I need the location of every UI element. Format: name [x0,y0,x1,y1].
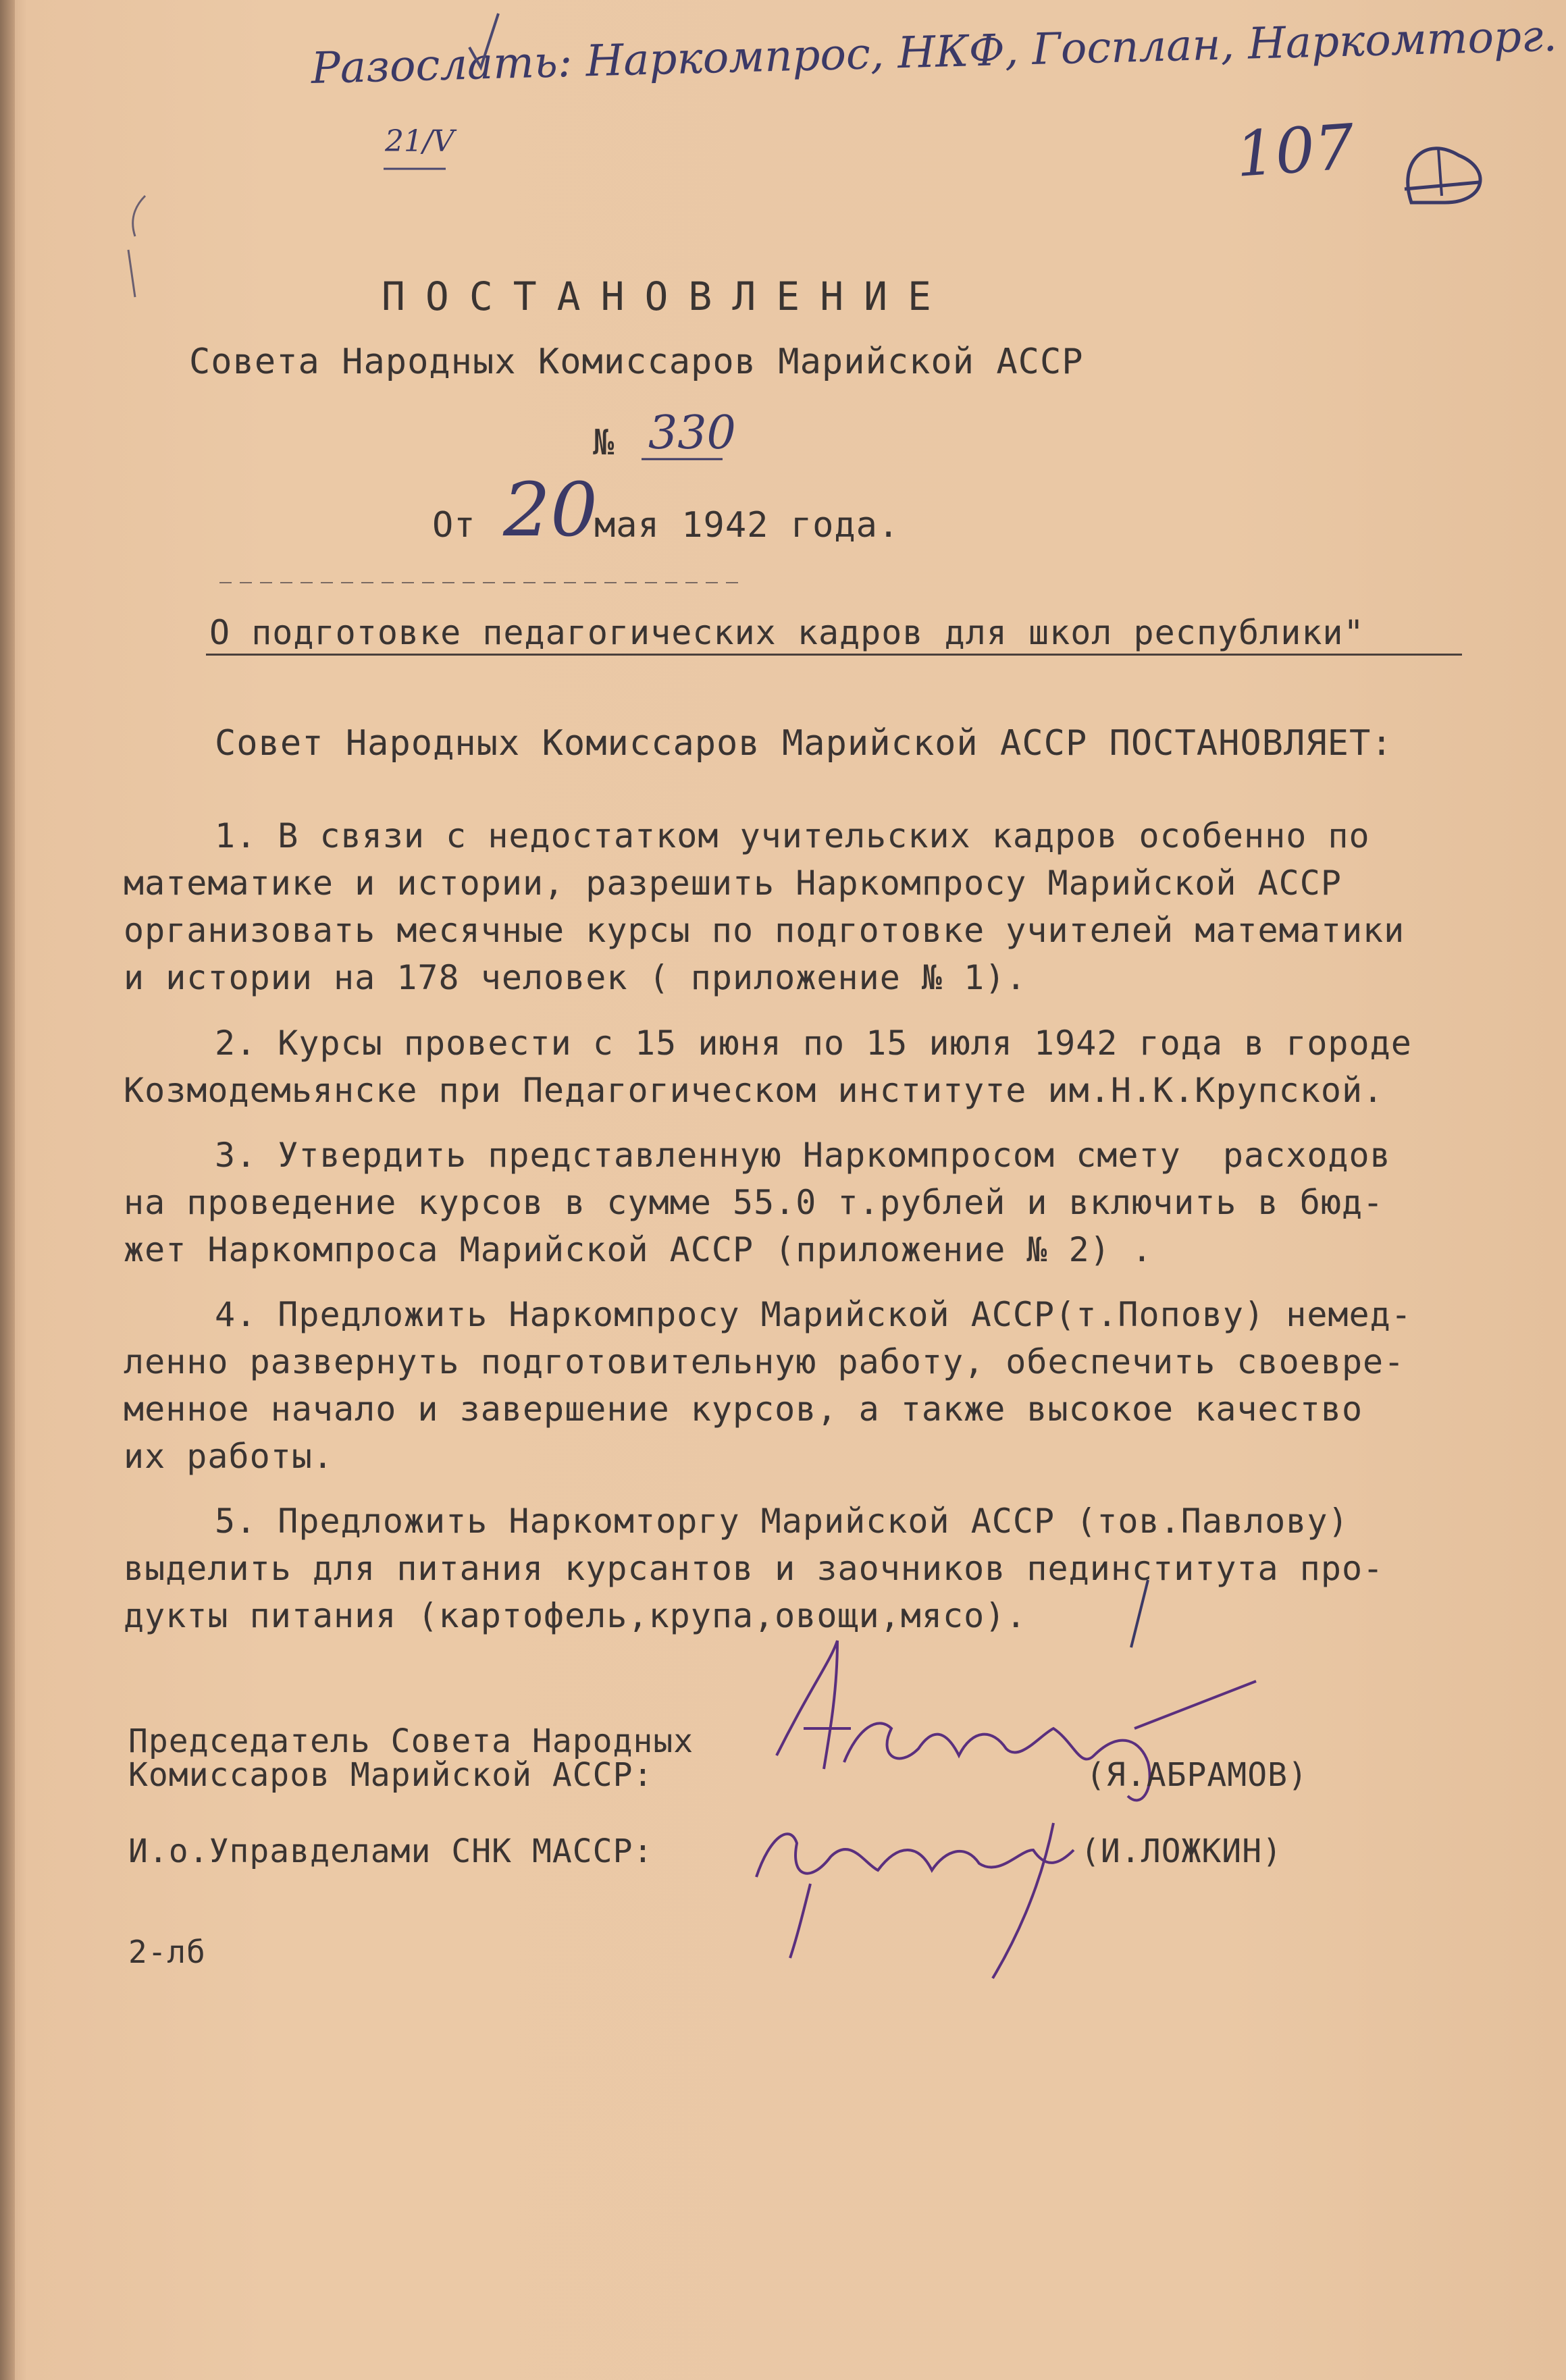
paragraph-2-line-2: Козмодемьянске при Педагогическом институте им.Н.К.Крупской. [124,1071,1384,1110]
paragraph-1-line-2: математике и истории, разрешить Наркомпросу Марийской АССР [124,864,1342,903]
archive-number-note: 107 [1233,111,1357,191]
decree-number: 330 [648,406,736,460]
distribution-note: Разослать: Наркомпрос, НКФ, Госплан, Наркомторг. [310,11,1558,94]
preamble: Совет Народных Комиссаров Марийской АССР ПОСТАНОВЛЯЕТ: [215,723,1393,764]
issuer-line: Совета Народных Комиссаров Марийской АССР [189,342,1084,382]
paragraph-1-line-3: организовать месячные курсы по подготовке учителей математики [124,911,1405,950]
check-mark-icon [469,14,498,68]
document-title: ПОСТАНОВЛЕНИЕ [382,273,951,319]
chair-title-line-2: Комиссаров Марийской АССР: [128,1756,654,1794]
chair-title-line-1: Председатель Совета Народных [128,1722,694,1760]
paragraph-1-line-1: 1. В связи с недостатком учительских кадров особенно по [215,816,1370,855]
paragraph-4-line-4: их работы. [124,1437,334,1476]
paragraph-3-line-3: жет Наркомпроса Марийской АССР (приложение № 2) . [124,1230,1153,1269]
paragraph-5-line-1: 5. Предложить Наркомторгу Марийской АССР (тов.Павлову) [215,1502,1349,1541]
manager-signature [756,1823,1074,1978]
date-dash-rule [219,582,746,583]
archive-scribble-icon [1408,149,1480,203]
chair-name: (Я.АБРАМОВ) [1086,1756,1308,1794]
date-note: 21/V [385,124,454,159]
subject-underline [206,654,1462,656]
date-rest: мая 1942 года. [594,505,900,546]
paragraph-3-line-1: 3. Утвердить представленную Наркомпросом смету расходов [215,1136,1391,1175]
paragraph-4-line-3: менное начало и завершение курсов, а также высокое качество [124,1390,1363,1429]
manager-name: (И.ЛОЖКИН) [1080,1832,1282,1870]
paragraph-2-line-1: 2. Курсы провести с 15 июня по 15 июля 1942 года в городе [215,1024,1412,1063]
footer-code: 2-лб [128,1934,206,1970]
manager-title: И.о.Управделами СНК МАССР: [128,1832,654,1870]
date-day: 20 [503,467,598,553]
paragraph-4-line-2: ленно развернуть подготовительную работу, обеспечить своевре- [124,1342,1405,1381]
number-label: № [593,423,615,463]
date-prefix: От [432,505,476,546]
paragraph-5-line-2: выделить для питания курсантов и заочников пединститута про- [124,1549,1384,1588]
paragraph-1-line-4: и истории на 178 человек ( приложение № 1). [124,958,1027,997]
paragraph-3-line-2: на проведение курсов в сумме 55.0 т.рублей и включить в бюд- [124,1183,1384,1222]
decree-subject: О подготовке педагогических кадров для школ республики" [209,613,1365,652]
paragraph-5-line-3: дукты питания (картофель,крупа,овощи,мясо). [124,1596,1027,1635]
paragraph-4-line-1: 4. Предложить Наркомпросу Марийской АССР(т.Попову) немед- [215,1295,1412,1334]
